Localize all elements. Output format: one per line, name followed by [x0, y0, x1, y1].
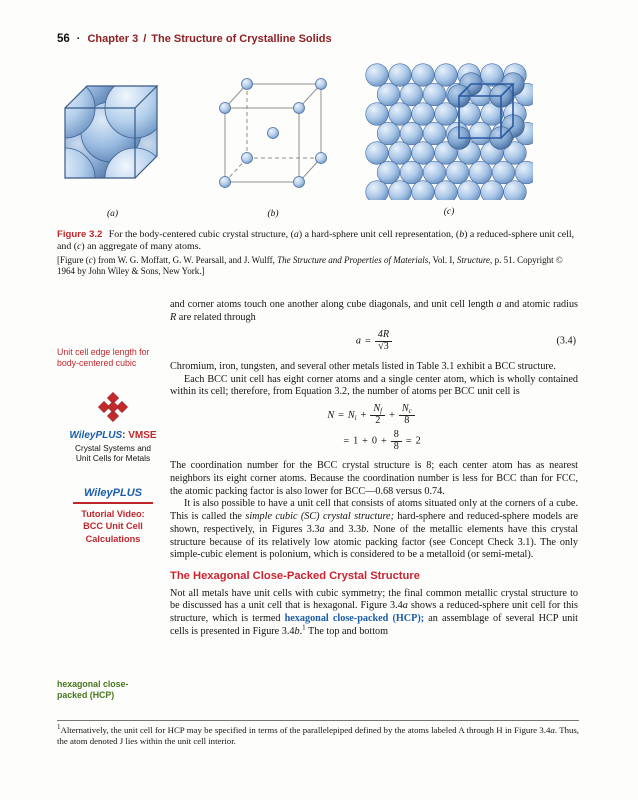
bcc-reduced-sphere-image [213, 64, 333, 202]
margin-keyterm-hcp: hexagonal close-packed (HCP) [57, 679, 129, 700]
eqN-eq2: = [343, 435, 350, 447]
atom-sphere [377, 83, 400, 106]
eqN-plus4: + [381, 435, 387, 447]
eq34-equals: = [365, 335, 371, 347]
atom-sphere [481, 181, 504, 200]
eqN-frac1-den: 2 [370, 415, 385, 427]
wileyplus-brand: WileyPLUS [69, 430, 123, 441]
chapter-title: The Structure of Crystalline Solids [151, 33, 332, 45]
text-segment: For the body-centered cubic crystal structure, ( [106, 229, 294, 240]
atom-sphere [412, 181, 435, 200]
atom-sphere [412, 142, 435, 165]
section-heading-hcp: The Hexagonal Close-Packed Crystal Structure [170, 570, 420, 582]
atom-sphere [515, 161, 533, 184]
atom-sphere [377, 161, 400, 184]
atom-sphere [400, 161, 423, 184]
eqN-frac3-num: 8 [393, 428, 399, 440]
caption-text [57, 229, 579, 254]
equation-atoms-expression [327, 404, 420, 452]
text-segment: b [294, 625, 300, 637]
text-segment: 1 [302, 623, 306, 632]
text-segment: The Structure and Properties of Materials, [277, 254, 431, 265]
atom-sphere [400, 122, 423, 145]
eqN-frac1-sub: f [380, 406, 383, 415]
text-segment: ) a reduced-sphere unit cell, and ( [57, 229, 575, 253]
eqN-plus1: + [360, 409, 367, 421]
main-text-column [170, 299, 578, 639]
text-segment: . Thus, the atom denoted J lies within the unit cell interior. [57, 725, 579, 746]
eqN-frac2-num: N [401, 402, 409, 414]
header-slash: / [143, 33, 147, 45]
vmse-margin-block [57, 392, 169, 464]
bcc-aggregate-image [365, 62, 533, 200]
equation-3-4 [170, 330, 578, 352]
atom-sphere [423, 83, 446, 106]
margin-note-unit-cell-edge: Unit cell edge length for body-centered cubic [57, 347, 150, 368]
equation-line-1 [327, 404, 420, 427]
eqN-plus2: + [389, 409, 395, 421]
atom-sphere [469, 161, 492, 184]
vmse-icon [98, 392, 128, 422]
equation-atoms-per-cell [170, 404, 578, 452]
atom-sphere [400, 83, 423, 106]
text-segment: a [319, 523, 325, 535]
figure-caption [57, 229, 579, 277]
text-segment: and atomic radius [501, 299, 579, 310]
eqN-frac2-sub: c [408, 406, 412, 415]
atom-sphere [389, 64, 412, 87]
text-segment: Not all metals have unit cells with cubic symmetry; the final common metallic crystal structure to be discussed has a unit cell that is hexagonal. Figure 3.4 [170, 587, 578, 612]
paragraph-hcp-intro [170, 588, 578, 639]
text-segment: hard-sphere and reduced-sphere models are shown, respectively, in Figures 3.3 [170, 511, 578, 535]
running-head [57, 33, 332, 45]
vmse-subtitle [57, 443, 169, 464]
atom-sphere [389, 103, 412, 126]
text-segment: It is also possible to have a unit cell that consists of atoms situated only at the corners of a cube. This is called the [170, 498, 578, 523]
eqN-eq3: = [405, 435, 412, 447]
text-segment: c [88, 254, 93, 265]
paragraph-bcc-metals [170, 361, 578, 374]
figure-3-2b-reduced-sphere-model [213, 64, 333, 219]
equation-line-2 [339, 430, 420, 452]
figure-label-a: (a) [106, 209, 119, 219]
text-segment: shows a reduced-sphere unit cell for this structure, which is termed [170, 600, 578, 625]
text-segment: Alternatively, the unit cell for HCP may be specified in terms of the parallelepiped defined by the atoms labeled A through H in Figure 3.4 [60, 725, 551, 735]
caption-credit [57, 255, 579, 278]
text-segment: 1 [57, 723, 61, 732]
vmse-subtitle-line2: Unit Cells for Metals [75, 453, 151, 464]
atom-sphere [366, 64, 389, 87]
equation-number: (3.4) [556, 335, 576, 347]
text-segment: [Figure ( [57, 254, 89, 265]
text-segment: an assemblage of several HCP unit cells is presented in Figure 3.4 [170, 613, 578, 637]
divider-rule [73, 502, 153, 504]
text-segment: ) a hard-sphere unit cell representation, ( [298, 229, 460, 240]
text-segment: a [550, 725, 555, 735]
eqN-val2: 0 [371, 435, 377, 447]
atom-sphere [504, 181, 527, 200]
vmse-colon: : [122, 430, 129, 441]
text-segment: Structure, [456, 254, 493, 265]
eq34-numerator: 4R [377, 329, 390, 341]
figure-3-2c-atom-aggregate [365, 62, 533, 217]
figure-label-b: (b) [267, 209, 279, 219]
text-segment: Each BCC unit cell has eight corner atoms and a single center atom, which is wholly contained within its cell; therefore, from Equation 3.2, the number of atoms per BCC unit cell is [170, 373, 578, 398]
text-segment: Vol. I, [430, 254, 457, 265]
atom-sphere [389, 142, 412, 165]
chapter-label: Chapter 3 [87, 33, 139, 45]
wileyplus-tutorial-block [57, 487, 169, 545]
eq34-denominator: √3 [375, 341, 392, 353]
text-segment: a [402, 600, 408, 612]
text-segment: a [496, 299, 502, 310]
wileyplus-vmse-label [57, 430, 169, 441]
paragraph-simple-cubic [170, 498, 578, 562]
eqN-frac1 [370, 404, 385, 427]
atom-sphere [446, 161, 469, 184]
paragraph-bcc-atom-count [170, 374, 578, 399]
tutorial-video-topic-line1: BCC Unit Cell [83, 521, 143, 532]
equation-3-4-expression [356, 330, 392, 352]
atom-sphere [366, 103, 389, 126]
text-segment: simple cubic (SC) crystal structure; [245, 511, 394, 523]
eqN-frac3 [391, 430, 402, 452]
eqN-eq1: = [338, 409, 344, 421]
atom-sphere [481, 64, 504, 87]
figure-3-2 [55, 62, 585, 222]
eqN-term1-sub: i [354, 413, 357, 422]
atom-sphere [366, 181, 389, 200]
tutorial-video-label: Tutorial Video: [81, 509, 145, 519]
text-segment: Figure 3.2 [57, 229, 103, 240]
text-segment: ) from W. G. Moffatt, G. W. Pearsall, and J. Wulff, [92, 254, 278, 265]
eqN-frac1-num: N [373, 402, 381, 414]
atom-sphere [435, 64, 458, 87]
header-separator: · [76, 33, 81, 45]
text-segment: Chromium, iron, tungsten, and several other metals listed in Table 3.1 exhibit a BCC structure. [170, 360, 556, 372]
figure-3-2a-hard-sphere-model [55, 64, 170, 219]
text-segment: b [459, 229, 465, 240]
atom-sphere [366, 142, 389, 165]
text-segment: and 3.3 [324, 523, 362, 535]
text-segment: and corner atoms touch one another along cube diagonals, and unit cell length [170, 299, 497, 310]
eqN-term1: N [347, 409, 355, 421]
atom-sphere [492, 161, 515, 184]
atom-sphere [423, 122, 446, 145]
text-segment: The coordination number for the BCC crystal structure is 8; each center atom has as nearest neighbors its eight corner atoms. Because the coordination number is less for BCC than for FCC, the atomic packing factor is also lower for BCC—0.68 versus 0.74. [170, 460, 578, 497]
eq34-fraction [375, 330, 392, 352]
text-segment: ) an aggregate of many atoms. [81, 241, 201, 253]
eqN-frac3-den: 8 [391, 441, 402, 453]
corner-and-center-atoms [55, 64, 170, 202]
atom-sphere [412, 64, 435, 87]
bcc-hard-sphere-image [55, 64, 170, 202]
text-segment: are related through [176, 311, 256, 323]
text-segment: R [170, 311, 177, 323]
text-segment: . None of the metallic elements have this crystal structure because of its relatively low atomic packing factor (see Concept Check 3.1). The only simple-cubic element is polonium, which is considered to be a metalloid (or semi-metal). [170, 523, 578, 561]
text-segment: hexagonal close-packed (HCP); [284, 613, 425, 625]
text-segment: The top and bottom [305, 625, 389, 637]
eqN-frac2-den: 8 [399, 415, 415, 427]
paragraph-bcc-relation [170, 299, 578, 324]
vmse-label: VMSE [128, 430, 157, 441]
tutorial-video-topic-line2: Calculations [85, 533, 141, 544]
eqN-val1: 1 [353, 435, 359, 447]
atom-sphere [469, 122, 492, 145]
footnote [57, 720, 579, 747]
eqN-plus3: + [362, 435, 368, 447]
figure-label-c: (c) [443, 207, 455, 217]
text-segment: a [293, 229, 299, 240]
atom-sphere [412, 103, 435, 126]
atom-sphere [389, 181, 412, 200]
text-segment: b [361, 523, 367, 535]
text-segment: . [299, 625, 303, 637]
text-segment: p. 51. Copyright © 1964 by John Wiley & Sons, New York.] [57, 254, 563, 276]
paragraph-coordination-number [170, 460, 578, 498]
atom-sphere [377, 122, 400, 145]
page-number: 56 [57, 33, 70, 45]
eqN-frac2 [399, 404, 415, 427]
wileyplus-logo: WileyPLUS [84, 487, 142, 499]
eq34-lhs: a [355, 335, 361, 347]
atom-sphere [423, 161, 446, 184]
text-segment: c [77, 241, 82, 253]
atom-sphere [458, 181, 481, 200]
eqN-lhs: N [327, 409, 335, 421]
vmse-subtitle-line1: Crystal Systems and [74, 443, 152, 453]
eqN-result: 2 [415, 435, 421, 447]
atom-sphere [435, 181, 458, 200]
